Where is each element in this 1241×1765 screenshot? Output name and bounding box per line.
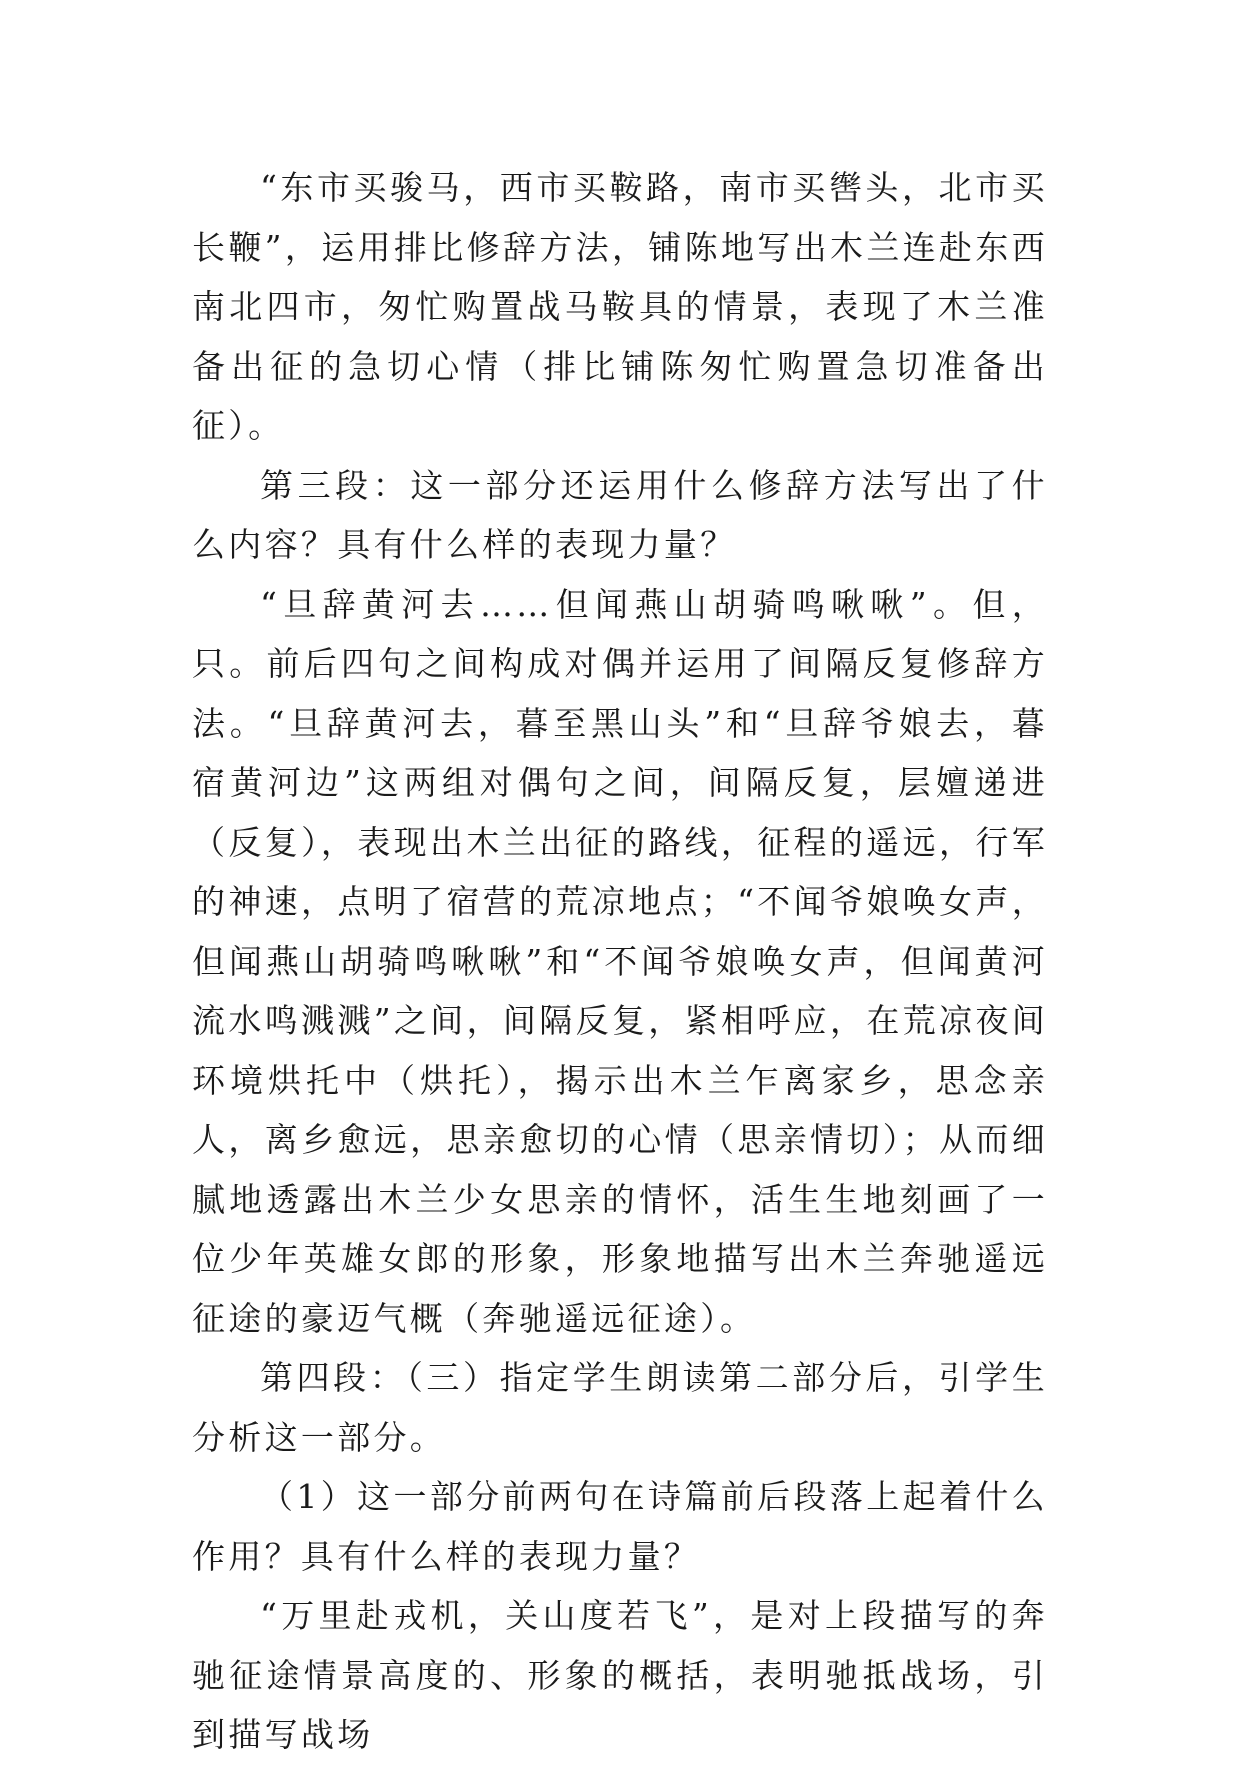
paragraph-section-three-question: 第三段：这一部分还运用什么修辞方法写出了什么内容？具有什么样的表现力量？ [192, 465, 1048, 564]
document-body [192, 158, 1048, 1765]
paragraph-market-purchases: “东市买骏马，西市买鞍路，南市买辔头，北市买长鞭”，运用排比修辞方法，铺陈地写出木兰连赴东西南北四市，匆忙购置战马鞍具的情景，表现了木兰准备出征的急切心情（排比铺陈匆忙购置急切准备出征）。 [192, 168, 1048, 445]
paragraph-summary-battlefield: “万里赴戎机，关山度若飞”，是对上段描写的奔驰征途情景高度的、形象的概括，表明驰抵战场，引到描写战场 [192, 1596, 1048, 1754]
paragraph-section-four-intro: 第四段：（三）指定学生朗读第二部分后，引学生分析这一部分。 [192, 1358, 1048, 1457]
paragraph-march-analysis: “旦辞黄河去……但闻燕山胡骑鸣啾啾”。但，只。前后四句之间构成对偶并运用了间隔反复修辞方法。“旦辞黄河去，暮至黑山头”和“旦辞爷娘去，暮宿黄河边”这两组对偶句之间，间隔反复，层嬗递进（反复），表现出木兰出征的路线，征程的遥远，行军的神速，点明了宿营的荒凉地点；“不闻爷娘唤女声，但闻燕山胡骑鸣啾啾”和“不闻爷娘唤女声，但闻黄河流水鸣溅溅”之间，间隔反复，紧相呼应，在荒凉夜间环境烘托中（烘托），揭示出木兰乍离家乡，思念亲人，离乡愈远，思亲愈切的心情（思亲情切）；从而细腻地透露出木兰少女思亲的情怀，活生生地刻画了一位少年英雄女郎的形象，形象地描写出木兰奔驰遥远征途的豪迈气概（奔驰遥远征途）。 [192, 584, 1048, 1338]
paragraph-question-one: （1）这一部分前两句在诗篇前后段落上起着什么作用？具有什么样的表现力量？ [192, 1477, 1048, 1576]
